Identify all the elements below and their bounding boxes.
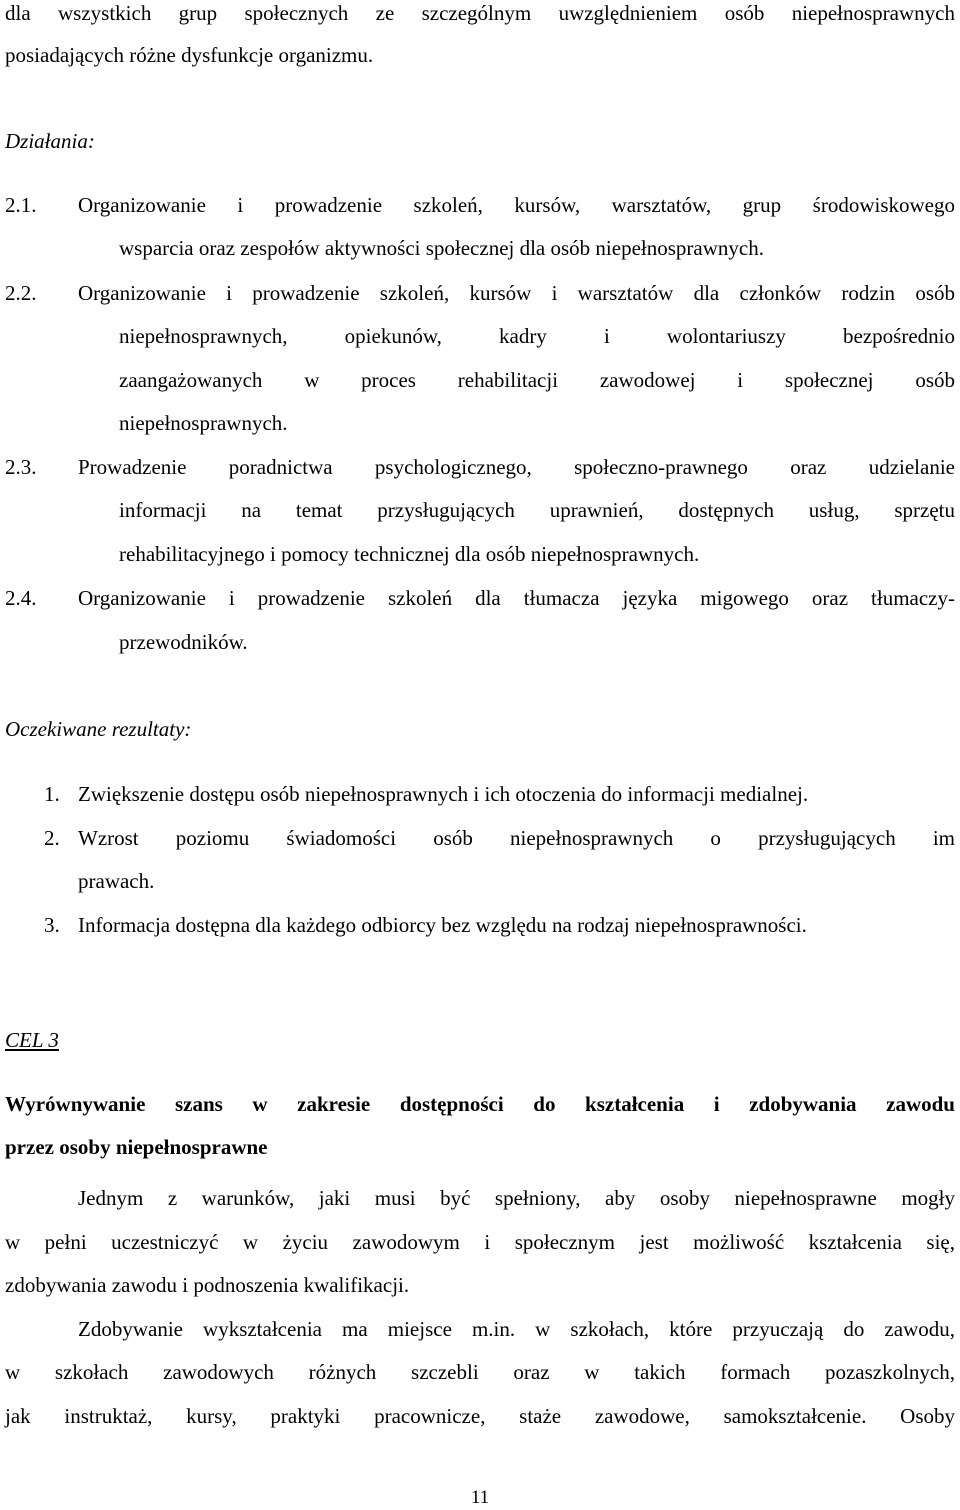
item-line: Organizowanie i prowadzenie szkoleń, kursów i warsztatów dla członków rodzin osób	[78, 281, 955, 305]
item-line: przewodników.	[119, 630, 248, 654]
goal-label: CEL 3	[5, 1028, 59, 1052]
page-number: 11	[470, 1487, 490, 1508]
item-number: 2.3.	[5, 455, 37, 479]
goal-title: Wyrównywanie szans w zakresie dostępności do kształcenia i zdobywania zawodu	[5, 1092, 955, 1116]
item-number: 2.4.	[5, 586, 37, 610]
paragraph-line: Jednym z warunków, jaki musi być spełniony, aby osoby niepełnosprawne mogły	[78, 1186, 955, 1210]
results-heading: Oczekiwane rezultaty:	[5, 717, 192, 741]
item-line: informacji na temat przysługujących uprawnień, dostępnych usług, sprzętu	[119, 498, 955, 522]
item-line: zaangażowanych w proces rehabilitacji zawodowej i społecznej osób	[119, 368, 955, 392]
result-line: Zwiększenie dostępu osób niepełnosprawnych i ich otoczenia do informacji medialnej.	[78, 782, 809, 806]
goal-title: przez osoby niepełnosprawne	[5, 1135, 268, 1159]
item-line: Prowadzenie poradnictwa psychologicznego, społeczno-prawnego oraz udzielanie	[78, 455, 955, 479]
intro-line: posiadających różne dysfunkcje organizmu.	[5, 43, 374, 67]
result-line: prawach.	[78, 869, 155, 893]
item-line: rehabilitacyjnego i pomocy technicznej dla osób niepełnosprawnych.	[119, 542, 700, 566]
item-line: niepełnosprawnych.	[119, 411, 288, 435]
result-number: 1.	[44, 782, 60, 806]
result-number: 3.	[44, 913, 60, 937]
paragraph-line: jak instruktaż, kursy, praktyki pracownicze, staże zawodowe, samokształcenie. Osoby	[5, 1404, 955, 1428]
result-number: 2.	[44, 826, 60, 850]
item-line: Organizowanie i prowadzenie szkoleń dla tłumacza języka migowego oraz tłumaczy-	[78, 586, 955, 610]
paragraph-line: w szkołach zawodowych różnych szczebli oraz w takich formach pozaszkolnych,	[5, 1360, 955, 1384]
actions-heading: Działania:	[5, 129, 95, 153]
item-number: 2.1.	[5, 193, 37, 217]
item-line: Organizowanie i prowadzenie szkoleń, kursów, warsztatów, grup środowiskowego	[78, 193, 955, 217]
item-line: niepełnosprawnych, opiekunów, kadry i wolontariuszy bezpośrednio	[119, 324, 955, 348]
paragraph-line: zdobywania zawodu i podnoszenia kwalifikacji.	[5, 1273, 410, 1297]
result-line: Wzrost poziomu świadomości osób niepełnosprawnych o przysługujących im	[78, 826, 955, 850]
item-number: 2.2.	[5, 281, 37, 305]
intro-line: dla wszystkich grup społecznych ze szczególnym uwzględnieniem osób niepełnosprawnych	[5, 1, 955, 25]
paragraph-line: Zdobywanie wykształcenia ma miejsce m.in. w szkołach, które przyuczają do zawodu,	[78, 1317, 955, 1341]
item-line: wsparcia oraz zespołów aktywności społecznej dla osób niepełnosprawnych.	[119, 236, 764, 260]
result-line: Informacja dostępna dla każdego odbiorcy bez względu na rodzaj niepełnosprawności.	[78, 913, 807, 937]
paragraph-line: w pełni uczestniczyć w życiu zawodowym i społecznym jest możliwość kształcenia się,	[5, 1230, 955, 1254]
